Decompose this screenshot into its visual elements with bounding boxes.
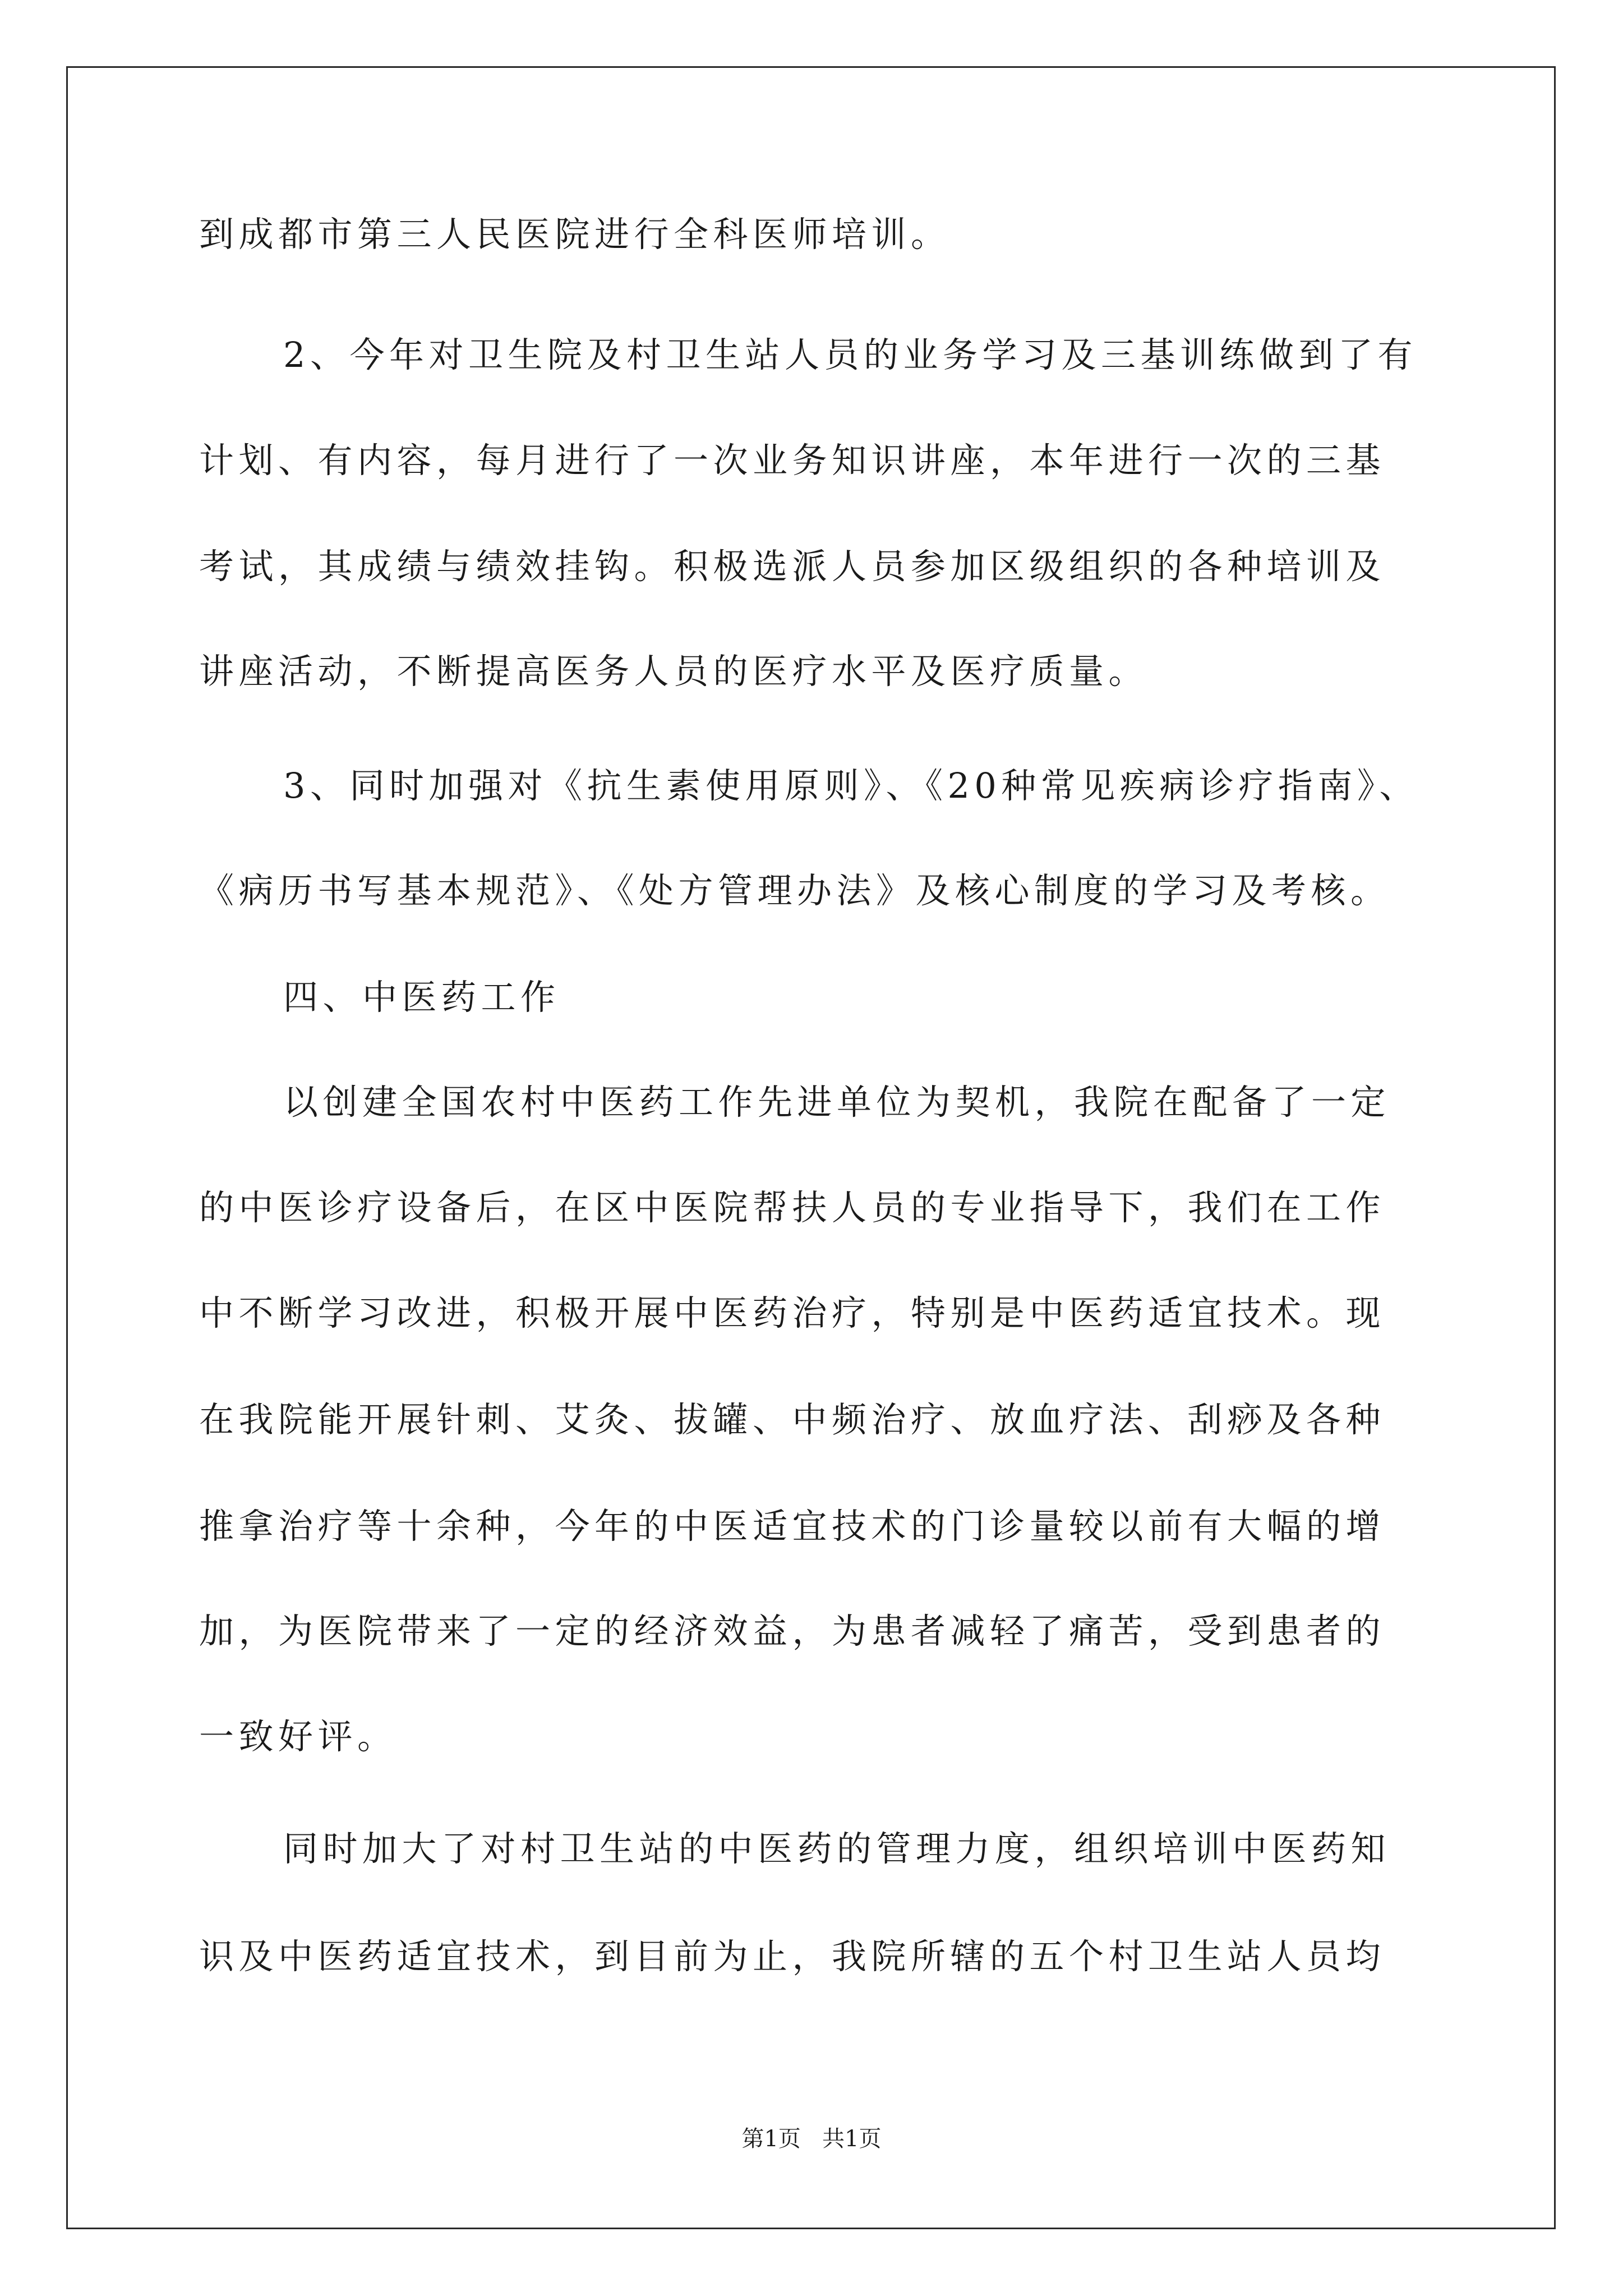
page-border (66, 66, 1556, 2229)
page-footer: 第1页 共1页 (741, 2126, 882, 2152)
text-line: 到成都市第三人民医院进行全科医师培训。 (199, 214, 951, 255)
text-line: 同时加大了对村卫生站的中医药的管理力度，组织培训中医药知 (283, 1828, 1391, 1869)
text-line: 以创建全国农村中医药工作先进单位为契机，我院在配备了一定 (283, 1082, 1391, 1122)
text-line: 讲座活动，不断提高医务人员的医疗水平及医疗质量。 (199, 651, 1149, 692)
text-line: 一致好评。 (199, 1716, 397, 1757)
text-line: 推拿治疗等十余种，今年的中医适宜技术的门诊量较以前有大幅的增 (199, 1506, 1386, 1547)
text-line: 识及中医药适宜技术，到目前为止，我院所辖的五个村卫生站人员均 (199, 1936, 1386, 1977)
text-line: 计划、有内容，每月进行了一次业务知识讲座，本年进行一次的三基 (199, 440, 1386, 481)
text-line: 考试，其成绩与绩效挂钩。积极选派人员参加区级组织的各种培训及 (199, 546, 1386, 587)
text-line: 加，为医院带来了一定的经济效益，为患者减轻了痛苦，受到患者的 (199, 1611, 1386, 1651)
text-line: 的中医诊疗设备后，在区中医院帮扶人员的专业指导下，我们在工作 (199, 1187, 1386, 1228)
text-line: 《病历书写基本规范》、《处方管理办法》及核心制度的学习及考核。 (199, 870, 1390, 911)
text-line: 3、同时加强对《抗生素使用原则》、《20种常见疾病诊疗指南》、 (283, 765, 1419, 806)
text-line: 中不断学习改进，积极开展中医药治疗，特别是中医药适宜技术。现 (199, 1292, 1386, 1333)
text-line: 2、今年对卫生院及村卫生站人员的业务学习及三基训练做到了有 (283, 334, 1417, 375)
section-heading: 四、中医药工作 (283, 977, 560, 1018)
text-line: 在我院能开展针刺、艾灸、拔罐、中频治疗、放血疗法、刮痧及各种 (199, 1399, 1386, 1440)
